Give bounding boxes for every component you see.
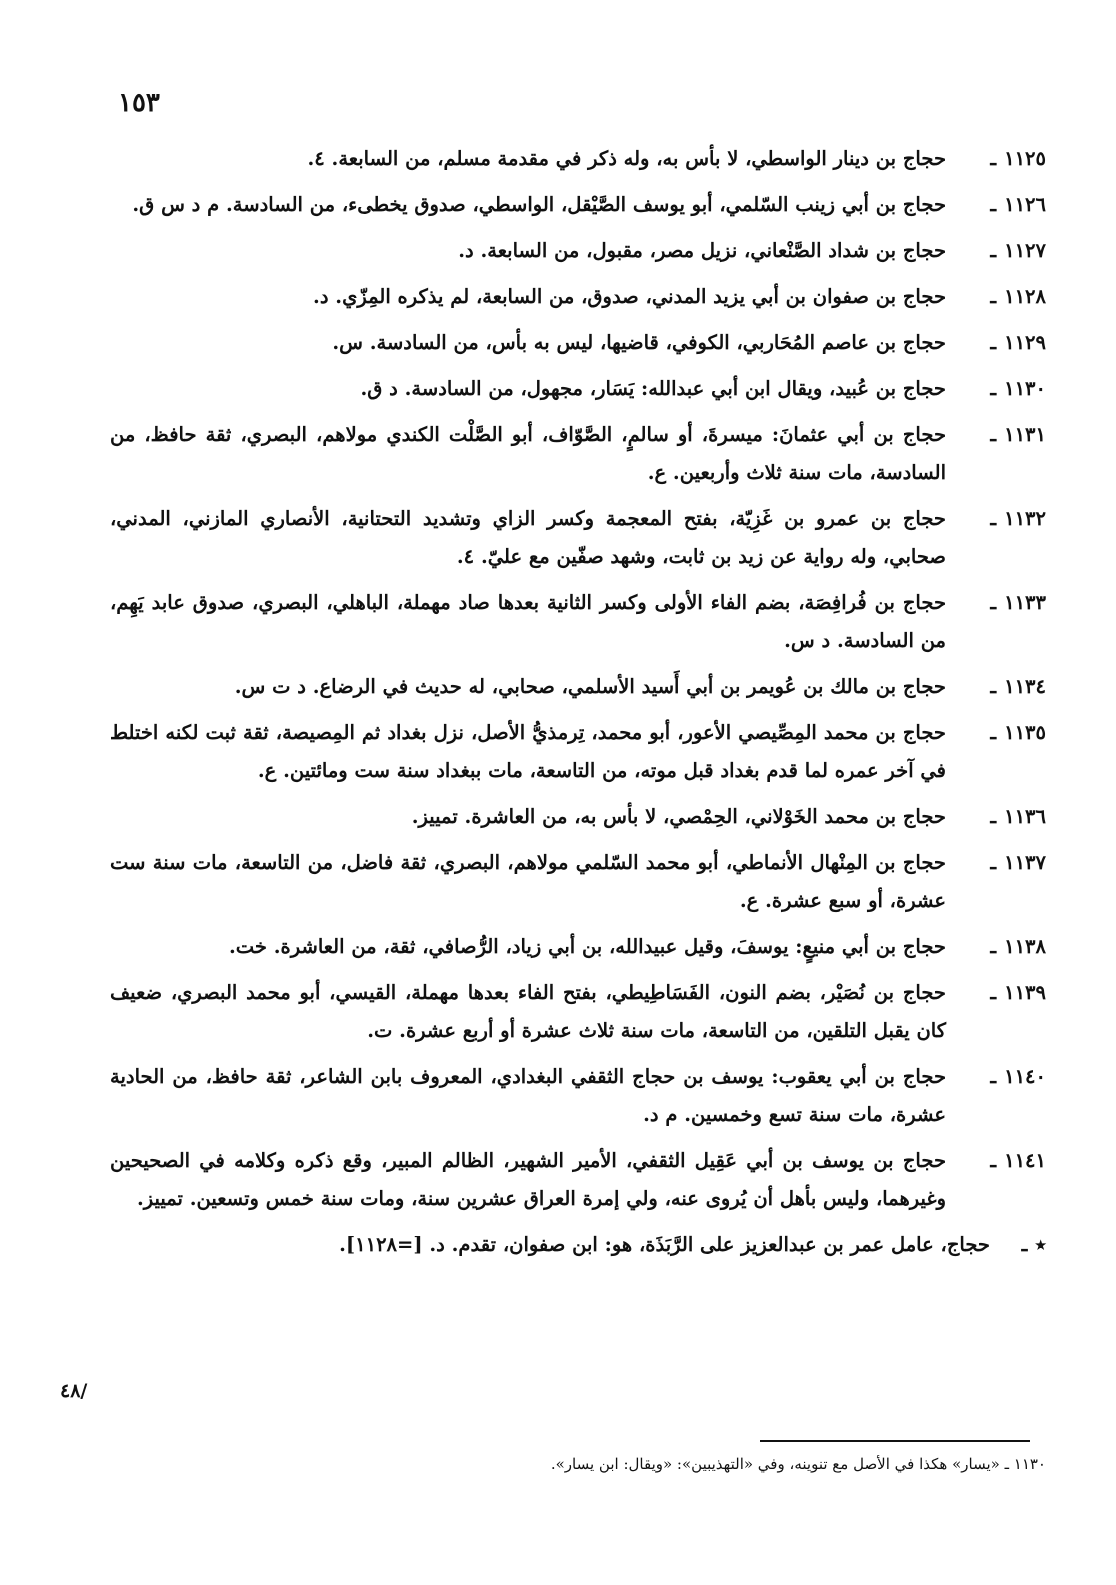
entry-dash: ـ (990, 239, 997, 262)
entry-number-value: ١١٤٠ (1004, 1065, 1046, 1088)
entry-item (110, 232, 1046, 270)
entry-dash: ـ (990, 507, 997, 530)
entry-dash: ـ (990, 193, 997, 216)
entry-number (946, 668, 1046, 706)
entry-text: حجاج بن صفوان بن أبي يزيد المدني، صدوق، من السابعة، لم يذكره المِزّي. د. (313, 285, 946, 308)
entry-text: حجاج بن أبي منيعٍ: يوسفَ، وقيل عبيدالله، بن أبي زياد، الرُّصافي، ثقة، من العاشرة. خت. (228, 935, 946, 958)
entry-text: حجاج بن أبي عثمانَ: ميسرةَ، أو سالمٍ، الصَّوّاف، أبو الصَّلْت الكندي مولاهم، البصري، ثقة حافظ، من السادسة، مات سنة ثلاث وأربعين. ع. (110, 423, 946, 484)
entry-dash: ـ (990, 851, 997, 874)
entry-number (946, 186, 1046, 224)
entry-item (110, 844, 1046, 920)
entry-number (946, 278, 1046, 316)
entry-item (110, 974, 1046, 1050)
entry-number (946, 584, 1046, 622)
entry-dash: ـ (1021, 1233, 1028, 1256)
reference-marker (990, 1226, 1046, 1264)
entry-number-value: ١١٣٨ (1004, 935, 1046, 958)
entry-number-value: ١١٢٩ (1004, 331, 1046, 354)
entry-text: حجاج بن محمد الخَوْلاني، الحِمْصي، لا بأس به، من العاشرة. تمييز. (411, 805, 946, 828)
entry-number-value: ١١٣٧ (1004, 851, 1046, 874)
entry-number-value: ١١٤١ (1004, 1149, 1046, 1172)
entry-number (946, 140, 1046, 178)
entry-number-value: ١١٣٩ (1004, 981, 1046, 1004)
entry-item (110, 140, 1046, 178)
entry-dash: ـ (990, 1149, 997, 1172)
entry-text: حجاج بن دينار الواسطي، لا بأس به، وله ذكر في مقدمة مسلم، من السابعة. ٤. (307, 147, 946, 170)
entry-number (946, 844, 1046, 882)
reference-entry (110, 1226, 1046, 1264)
entry-number-value: ١١٣٢ (1004, 507, 1046, 530)
entry-item (110, 798, 1046, 836)
entry-dash: ـ (990, 805, 997, 828)
entry-text: حجاج بن أبي زينب السّلمي، أبو يوسف الصَّيْقل، الواسطي، صدوق يخطىء، من السادسة. م د س ق. (132, 193, 946, 216)
entry-dash: ـ (990, 147, 997, 170)
entry-item (110, 714, 1046, 790)
entry-number-value: ١١٣٦ (1004, 805, 1046, 828)
entry-text: حجاج بن فُرافِصَة، بضم الفاء الأولى وكسر الثانية بعدها صاد مهملة، الباهلي، البصري، صدوق عابد يَهِم، من السادسة. د س. (110, 591, 946, 652)
entry-item (110, 370, 1046, 408)
entry-text: حجاج بن عُبيد، ويقال ابن أبي عبدالله: يَسَار، مجهول، من السادسة. د ق. (360, 377, 946, 400)
entry-dash: ـ (990, 285, 997, 308)
footnote: ١١٣٠ ـ «يسار» هكذا في الأصل مع تنوينه، وفي «التهذيبين»: «ويقال: ابن يسار». (550, 1455, 1046, 1473)
reference-text: حجاج، عامل عمر بن عبدالعزيز على الرَّبَذَة، هو: ابن صفوان، تقدم. د. [=١١٢٨]. (339, 1233, 990, 1256)
entry-item (110, 1058, 1046, 1134)
entry-item (110, 1142, 1046, 1218)
footnote-divider (760, 1440, 1030, 1442)
entry-text: حجاج بن المِنْهال الأنماطي، أبو محمد السّلمي مولاهم، البصري، ثقة فاضل، من التاسعة، مات سنة ست عشرة، أو سبع عشرة. ع. (110, 851, 946, 912)
entry-number-value: ١١٣٤ (1004, 675, 1046, 698)
margin-note: /٤٨ (60, 1380, 88, 1402)
entry-dash: ـ (990, 981, 997, 1004)
entry-number (946, 232, 1046, 270)
entry-dash: ـ (990, 377, 997, 400)
entry-text: حجاج بن شداد الصَّنْعاني، نزيل مصر، مقبول، من السابعة. د. (458, 239, 946, 262)
entry-number (946, 1058, 1046, 1096)
entry-number-value: ١١٣١ (1004, 423, 1046, 446)
entry-item (110, 416, 1046, 492)
entry-item (110, 278, 1046, 316)
entry-item (110, 668, 1046, 706)
entry-item (110, 928, 1046, 966)
entry-text: حجاج بن يوسف بن أبي عَقِيل الثقفي، الأمير الشهير، الظالم المبير، وقع ذكره وكلامه في الصحيحين وغيرهما، وليس بأهل أن يُروى عنه، ولي إمرة العراق عشرين سنة، ومات سنة خمس وتسعين. تمييز. (110, 1149, 946, 1210)
entry-number (946, 370, 1046, 408)
entry-number (946, 798, 1046, 836)
entry-number (946, 714, 1046, 752)
entry-text: حجاج بن نُصَيْر، بضم النون، الفَسَاطِيطي، بفتح الفاء بعدها مهملة، القيسي، أبو محمد البصري، ضعيف كان يقبل التلقين، من التاسعة، مات سنة ثلاث عشرة أو أربع عشرة. ت. (110, 981, 946, 1042)
entry-number-value: ١١٢٨ (1004, 285, 1046, 308)
entry-dash: ـ (990, 721, 997, 744)
entry-item (110, 186, 1046, 224)
entry-text: حجاج بن عمرو بن غَزِيّة، بفتح المعجمة وكسر الزاي وتشديد التحتانية، الأنصاري المازني، المدني، صحابي، وله رواية عن زيد بن ثابت، وشهد صفّين مع عليّ. ٤. (110, 507, 946, 568)
entry-dash: ـ (990, 591, 997, 614)
entry-number-value: ١١٢٦ (1004, 193, 1046, 216)
entry-number (946, 324, 1046, 362)
entry-number (946, 500, 1046, 538)
entry-text: حجاج بن أبي يعقوب: يوسف بن حجاج الثقفي البغدادي، المعروف بابن الشاعر، ثقة حافظ، من الحادية عشرة، مات سنة تسع وخمسين. م د. (110, 1065, 946, 1126)
entry-dash: ـ (990, 331, 997, 354)
entry-text: حجاج بن محمد المِصِّيصي الأعور، أبو محمد، تِرمذيُّ الأصل، نزل بغداد ثم المِصيصة، ثقة ثبت لكنه اختلط في آخر عمره لما قدم بغداد قبل موته، من التاسعة، مات ببغداد سنة ست ومائتين. ع. (110, 721, 946, 782)
entry-dash: ـ (990, 675, 997, 698)
entry-dash: ـ (990, 423, 997, 446)
entry-number-value: ١١٢٥ (1004, 147, 1046, 170)
entry-number-value: ١١٣٣ (1004, 591, 1046, 614)
entry-text: حجاج بن مالك بن عُويمر بن أبي أَسيد الأسلمي، صحابي، له حديث في الرضاع. د ت س. (234, 675, 946, 698)
page-number: ١٥٣ (118, 88, 160, 118)
entry-item (110, 324, 1046, 362)
entry-dash: ـ (990, 935, 997, 958)
entry-number (946, 1142, 1046, 1180)
entry-number (946, 928, 1046, 966)
entry-dash: ـ (990, 1065, 997, 1088)
entry-number-value: ١١٣٥ (1004, 721, 1046, 744)
entry-text: حجاج بن عاصم المُحَاربي، الكوفي، قاضيها، ليس به بأس، من السادسة. س. (332, 331, 946, 354)
entry-number (946, 416, 1046, 454)
entry-item (110, 500, 1046, 576)
entry-number-value: ١١٢٧ (1004, 239, 1046, 262)
entry-number-value: ١١٣٠ (1004, 377, 1046, 400)
entries-list (110, 140, 1046, 1272)
entry-item (110, 584, 1046, 660)
asterisk-icon: ٭ (1035, 1233, 1046, 1256)
entry-number (946, 974, 1046, 1012)
